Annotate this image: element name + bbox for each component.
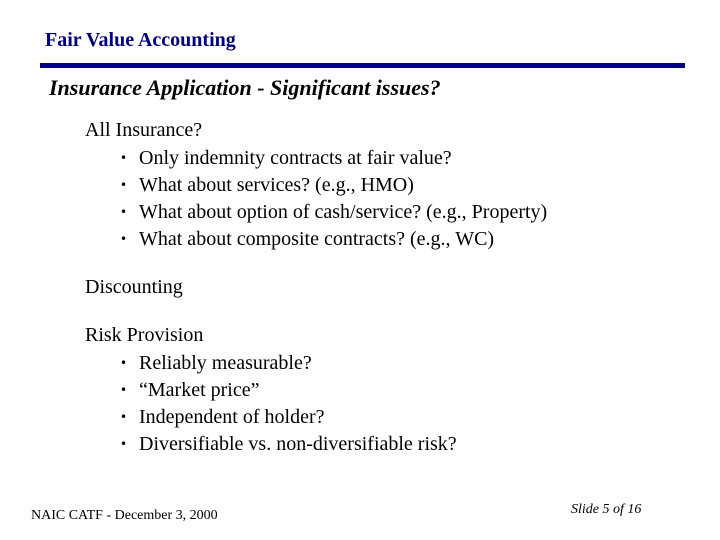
bullet-icon: •: [120, 178, 128, 192]
bullet-text: What about services? (e.g., HMO): [139, 174, 414, 196]
bullet-icon: •: [120, 232, 128, 246]
bullet-icon: •: [120, 205, 128, 219]
section-heading: Discounting: [85, 276, 183, 298]
bullet-item: [120, 146, 547, 173]
bullet-item: [120, 351, 457, 378]
bullet-icon: •: [120, 437, 128, 451]
bullet-text: What about option of cash/service? (e.g., Property): [139, 201, 548, 223]
bullet-text: Only indemnity contracts at fair value?: [139, 147, 452, 169]
bullet-item: [120, 200, 547, 227]
bullet-icon: •: [120, 410, 128, 424]
bullet-list: [120, 351, 457, 459]
bullet-text: “Market price”: [139, 379, 260, 401]
bullet-text: What about composite contracts? (e.g., WC): [139, 228, 495, 250]
slide-header-title: Fair Value Accounting: [45, 29, 236, 51]
bullet-item: [120, 227, 547, 254]
slide-subtitle: Insurance Application - Significant issues?: [49, 75, 441, 100]
bullet-item: [120, 378, 457, 405]
bullet-list: [120, 146, 547, 254]
header-divider: [40, 63, 685, 68]
footer-presentation-info: NAIC CATF - December 3, 2000: [31, 508, 218, 523]
bullet-icon: •: [120, 356, 128, 370]
section-heading: All Insurance?: [85, 119, 203, 141]
footer-slide-number: Slide 5 of 16: [571, 502, 642, 517]
bullet-item: [120, 405, 457, 432]
bullet-text: Diversifiable vs. non-diversifiable risk?: [139, 433, 457, 455]
bullet-icon: •: [120, 151, 128, 165]
bullet-item: [120, 173, 547, 200]
bullet-item: [120, 432, 457, 459]
section-heading: Risk Provision: [85, 324, 204, 346]
bullet-text: Reliably measurable?: [139, 352, 312, 374]
bullet-text: Independent of holder?: [139, 406, 325, 428]
bullet-icon: •: [120, 383, 128, 397]
